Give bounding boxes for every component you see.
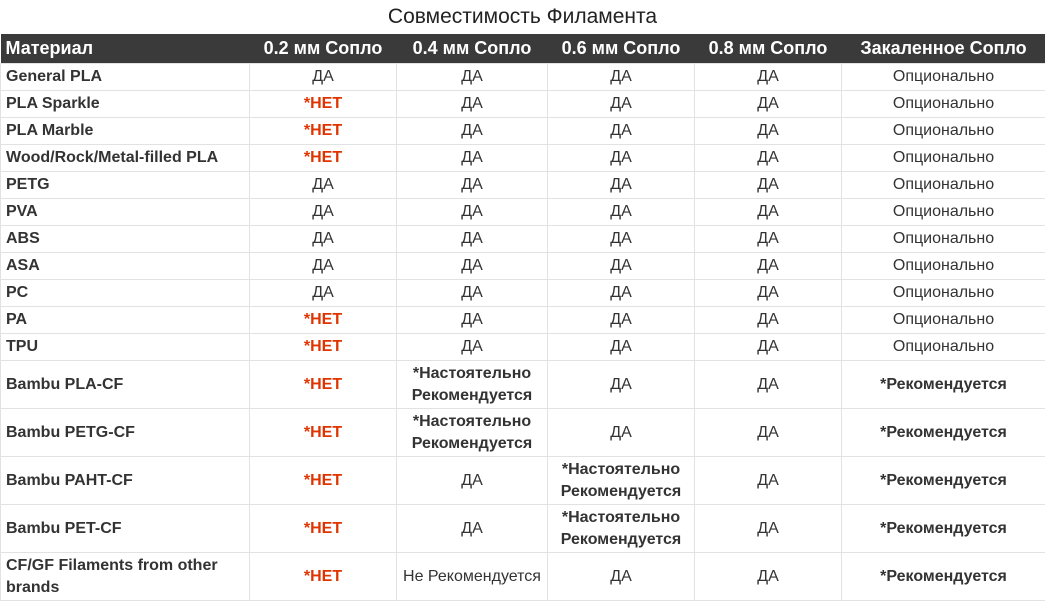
compat-cell: *Настоятельно Рекомендуется bbox=[397, 409, 548, 457]
compat-cell: ДА bbox=[548, 64, 695, 91]
compat-cell: ДА bbox=[548, 334, 695, 361]
material-cell: Bambu PET-CF bbox=[1, 505, 250, 553]
compat-cell: ДА bbox=[250, 172, 397, 199]
compat-cell: *Настоятельно Рекомендуется bbox=[548, 505, 695, 553]
material-cell: CF/GF Filaments from other brands bbox=[1, 553, 250, 601]
table-row bbox=[1, 553, 1045, 601]
compat-cell: *Настоятельно Рекомендуется bbox=[548, 457, 695, 505]
header-nozzle-08: 0.8 мм Сопло bbox=[695, 34, 842, 64]
compat-cell: Опционально bbox=[842, 226, 1045, 253]
compat-cell: Опционально bbox=[842, 91, 1045, 118]
compat-cell: ДА bbox=[397, 334, 548, 361]
material-cell: Bambu PETG-CF bbox=[1, 409, 250, 457]
compat-cell: ДА bbox=[397, 505, 548, 553]
material-cell: PA bbox=[1, 307, 250, 334]
header-hardened-nozzle: Закаленное Сопло bbox=[842, 34, 1045, 64]
compat-cell: ДА bbox=[548, 145, 695, 172]
compat-cell: ДА bbox=[695, 505, 842, 553]
compat-cell: ДА bbox=[548, 253, 695, 280]
compat-cell: *Рекомендуется bbox=[842, 361, 1045, 409]
compat-cell: Не Рекомендуется bbox=[397, 553, 548, 601]
compat-cell: ДА bbox=[695, 253, 842, 280]
header-row bbox=[1, 34, 1045, 64]
compat-cell: ДА bbox=[250, 199, 397, 226]
compat-cell: ДА bbox=[695, 553, 842, 601]
table-row bbox=[1, 145, 1045, 172]
compat-cell: *НЕТ bbox=[250, 145, 397, 172]
compat-cell: *НЕТ bbox=[250, 505, 397, 553]
compat-cell: ДА bbox=[397, 226, 548, 253]
compat-cell: ДА bbox=[397, 64, 548, 91]
compat-cell: ДА bbox=[397, 91, 548, 118]
compat-cell: ДА bbox=[548, 91, 695, 118]
table-row bbox=[1, 172, 1045, 199]
compat-cell: ДА bbox=[397, 457, 548, 505]
compat-cell: ДА bbox=[695, 91, 842, 118]
table-row bbox=[1, 118, 1045, 145]
compat-cell: Опционально bbox=[842, 334, 1045, 361]
compat-cell: *НЕТ bbox=[250, 91, 397, 118]
compat-cell: Опционально bbox=[842, 118, 1045, 145]
table-row bbox=[1, 457, 1045, 505]
compat-cell: *НЕТ bbox=[250, 409, 397, 457]
compat-cell: ДА bbox=[397, 307, 548, 334]
compat-cell: ДА bbox=[250, 64, 397, 91]
compat-cell: ДА bbox=[397, 145, 548, 172]
table-row bbox=[1, 334, 1045, 361]
compat-cell: ДА bbox=[695, 280, 842, 307]
compat-cell: ДА bbox=[548, 280, 695, 307]
material-cell: PETG bbox=[1, 172, 250, 199]
material-cell: TPU bbox=[1, 334, 250, 361]
compat-cell: ДА bbox=[548, 361, 695, 409]
table-row bbox=[1, 409, 1045, 457]
compat-cell: ДА bbox=[548, 226, 695, 253]
header-nozzle-02: 0.2 мм Сопло bbox=[250, 34, 397, 64]
compat-cell: Опционально bbox=[842, 172, 1045, 199]
compat-cell: ДА bbox=[695, 409, 842, 457]
material-cell: General PLA bbox=[1, 64, 250, 91]
compat-cell: *НЕТ bbox=[250, 307, 397, 334]
compat-cell: ДА bbox=[548, 553, 695, 601]
compat-cell: *Настоятельно Рекомендуется bbox=[397, 361, 548, 409]
compat-cell: ДА bbox=[397, 118, 548, 145]
compat-cell: ДА bbox=[695, 457, 842, 505]
compat-cell: *Рекомендуется bbox=[842, 409, 1045, 457]
compat-cell: *НЕТ bbox=[250, 334, 397, 361]
compatibility-table bbox=[0, 34, 1045, 601]
page-title: Совместимость Филамента bbox=[387, 5, 658, 28]
compat-cell: ДА bbox=[548, 199, 695, 226]
compat-cell: Опционально bbox=[842, 280, 1045, 307]
header-nozzle-06: 0.6 мм Сопло bbox=[548, 34, 695, 64]
header-material: Материал bbox=[1, 34, 250, 64]
compat-cell: ДА bbox=[397, 253, 548, 280]
compat-cell: Опционально bbox=[842, 199, 1045, 226]
compat-cell: ДА bbox=[695, 199, 842, 226]
compat-cell: *НЕТ bbox=[250, 553, 397, 601]
compat-cell: ДА bbox=[695, 145, 842, 172]
material-cell: PLA Sparkle bbox=[1, 91, 250, 118]
material-cell: ASA bbox=[1, 253, 250, 280]
compat-cell: Опционально bbox=[842, 145, 1045, 172]
compat-cell: ДА bbox=[695, 64, 842, 91]
compat-cell: ДА bbox=[397, 280, 548, 307]
table-row bbox=[1, 91, 1045, 118]
compat-cell: ДА bbox=[548, 172, 695, 199]
compat-cell: ДА bbox=[397, 172, 548, 199]
compat-cell: Опционально bbox=[842, 253, 1045, 280]
compat-cell: *НЕТ bbox=[250, 361, 397, 409]
compat-cell: *НЕТ bbox=[250, 457, 397, 505]
table-row bbox=[1, 361, 1045, 409]
material-cell: PC bbox=[1, 280, 250, 307]
material-cell: PLA Marble bbox=[1, 118, 250, 145]
header-nozzle-04: 0.4 мм Сопло bbox=[397, 34, 548, 64]
compat-cell: ДА bbox=[695, 226, 842, 253]
table-row bbox=[1, 253, 1045, 280]
table-row bbox=[1, 505, 1045, 553]
table-row bbox=[1, 64, 1045, 91]
compat-cell: *Рекомендуется bbox=[842, 457, 1045, 505]
compat-cell: *Рекомендуется bbox=[842, 505, 1045, 553]
compat-cell: ДА bbox=[397, 199, 548, 226]
compat-cell: Опционально bbox=[842, 307, 1045, 334]
material-cell: ABS bbox=[1, 226, 250, 253]
compat-cell: ДА bbox=[695, 334, 842, 361]
compat-cell: ДА bbox=[250, 253, 397, 280]
compat-cell: ДА bbox=[548, 307, 695, 334]
compat-cell: ДА bbox=[250, 226, 397, 253]
table-row bbox=[1, 226, 1045, 253]
table-row bbox=[1, 199, 1045, 226]
material-cell: Wood/Rock/Metal-filled PLA bbox=[1, 145, 250, 172]
compat-cell: ДА bbox=[695, 307, 842, 334]
material-cell: Bambu PLA-CF bbox=[1, 361, 250, 409]
compat-cell: Опционально bbox=[842, 64, 1045, 91]
table-row bbox=[1, 307, 1045, 334]
material-cell: PVA bbox=[1, 199, 250, 226]
material-cell: Bambu PAHT-CF bbox=[1, 457, 250, 505]
compat-cell: *НЕТ bbox=[250, 118, 397, 145]
compat-cell: ДА bbox=[695, 172, 842, 199]
table-row bbox=[1, 280, 1045, 307]
compat-cell: ДА bbox=[695, 118, 842, 145]
compat-cell: ДА bbox=[695, 361, 842, 409]
compat-cell: ДА bbox=[250, 280, 397, 307]
compat-cell: *Рекомендуется bbox=[842, 553, 1045, 601]
compat-cell: ДА bbox=[548, 409, 695, 457]
compat-cell: ДА bbox=[548, 118, 695, 145]
